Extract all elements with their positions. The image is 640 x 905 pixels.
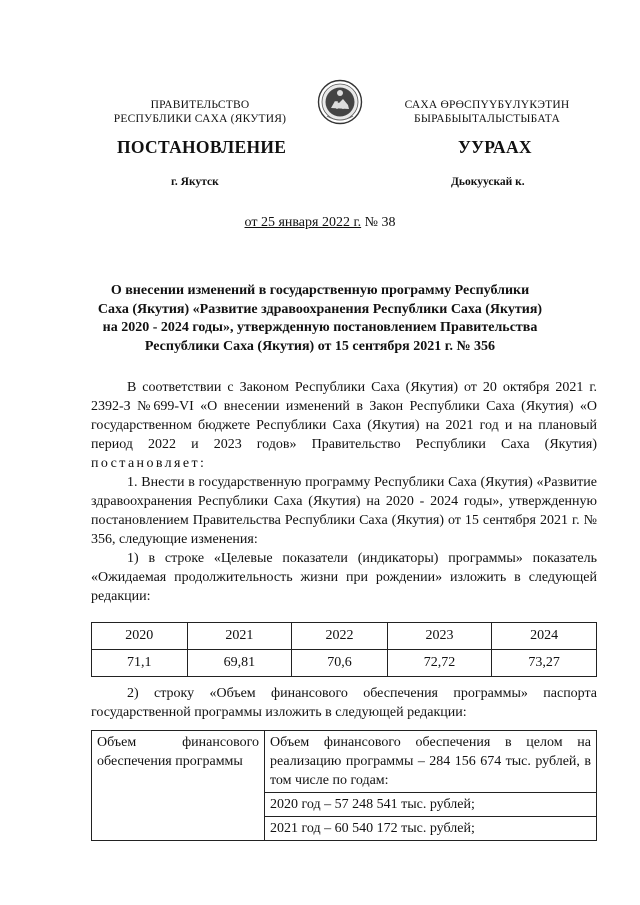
coat-of-arms-icon [317, 79, 363, 125]
item-1-2-paragraph: 2) строку «Объем финансового обеспечения программы» паспорта государственной программы изложить в следующей редакции: [91, 686, 597, 720]
resolves-word: постановляет: [91, 456, 207, 471]
city-sakha: Дьокуускай к. [451, 176, 525, 188]
title-line: Республики Саха (Якутия) от 15 сентября 2021 г. № 356 [144, 338, 496, 354]
value-cell: 69,81 [187, 650, 292, 677]
value-cell: 71,1 [92, 650, 188, 677]
government-header-sakha [380, 98, 594, 126]
header-line: САХА ӨРӨСПҮҮБҮЛҮКЭТИН [404, 99, 570, 111]
government-header-ru [100, 98, 300, 126]
table-row [92, 731, 597, 793]
header-line: ПРАВИТЕЛЬСТВО [150, 99, 250, 111]
preamble-paragraph [91, 378, 597, 473]
life-expectancy-table [91, 622, 597, 677]
value-cell: 73,27 [492, 650, 597, 677]
finance-text-cell: Объем финансового обеспечения в целом на реализацию программы – 284 156 674 тыс. рублей, в том числе по годам: [265, 731, 597, 793]
year-cell: 2023 [387, 623, 492, 650]
doc-date: от 25 января 2022 г. [244, 215, 362, 230]
finance-table [91, 730, 597, 841]
title-line: на 2020 - 2024 годы», утвержденную постановлением Правительства [102, 320, 538, 335]
finance-2020-cell: 2020 год – 57 248 541 тыс. рублей; [265, 793, 597, 817]
header-line: БЫРАБЫЫТАЛЫСТЫБАТА [414, 113, 560, 125]
body-text-top [91, 378, 597, 606]
title-line: О внесении изменений в государственную программу Республики [110, 283, 530, 298]
value-cell: 70,6 [292, 650, 388, 677]
doc-kind-sakha: УУРААХ [458, 137, 532, 157]
table-row [92, 650, 597, 677]
item-1-paragraph: 1. Внести в государственную программу Республики Саха (Якутия) «Развитие здравоохранения Республики Саха (Якутия) на 2020 - 2024 годы», утвержденную постановлением Правительства Республики Саха (Якутия) от 15 сентября 2021 г. № 356, следующие изменения: [91, 475, 597, 547]
year-cell: 2024 [492, 623, 597, 650]
doc-title [80, 282, 560, 356]
finance-label-cell: Объем финансового обеспечения программы [92, 731, 265, 841]
title-line: Саха (Якутия) «Развитие здравоохранения Республики Саха (Якутия) [97, 301, 543, 317]
doc-kind-ru: ПОСТАНОВЛЕНИЕ [117, 137, 287, 157]
item-1-1-paragraph: 1) в строке «Целевые показатели (индикаторы) программы» показатель «Ожидаемая продолжительность жизни при рождении» изложить в следующей редакции: [91, 551, 597, 604]
body-text-mid [91, 684, 597, 722]
finance-2021-cell: 2021 год – 60 540 172 тыс. рублей; [265, 817, 597, 841]
table-row [92, 623, 597, 650]
year-cell: 2020 [92, 623, 188, 650]
city-ru: г. Якутск [171, 176, 219, 188]
header-line: РЕСПУБЛИКИ САХА (ЯКУТИЯ) [113, 113, 287, 125]
doc-number: № 38 [364, 215, 396, 230]
year-cell: 2021 [187, 623, 292, 650]
year-cell: 2022 [292, 623, 388, 650]
date-and-number [0, 215, 640, 231]
preamble-text: В соответствии с Законом Республики Саха (Якутия) от 20 октября 2021 г. 2392-З №699-VI «О внесении изменений в Закон Республики Саха (Якутия) «О государственном бюджете Республики Саха (Якутия) на 2021 год и на плановый период 2022 и 2023 годов» Правительство Республики Саха (Якутия) [91, 380, 597, 452]
value-cell: 72,72 [387, 650, 492, 677]
